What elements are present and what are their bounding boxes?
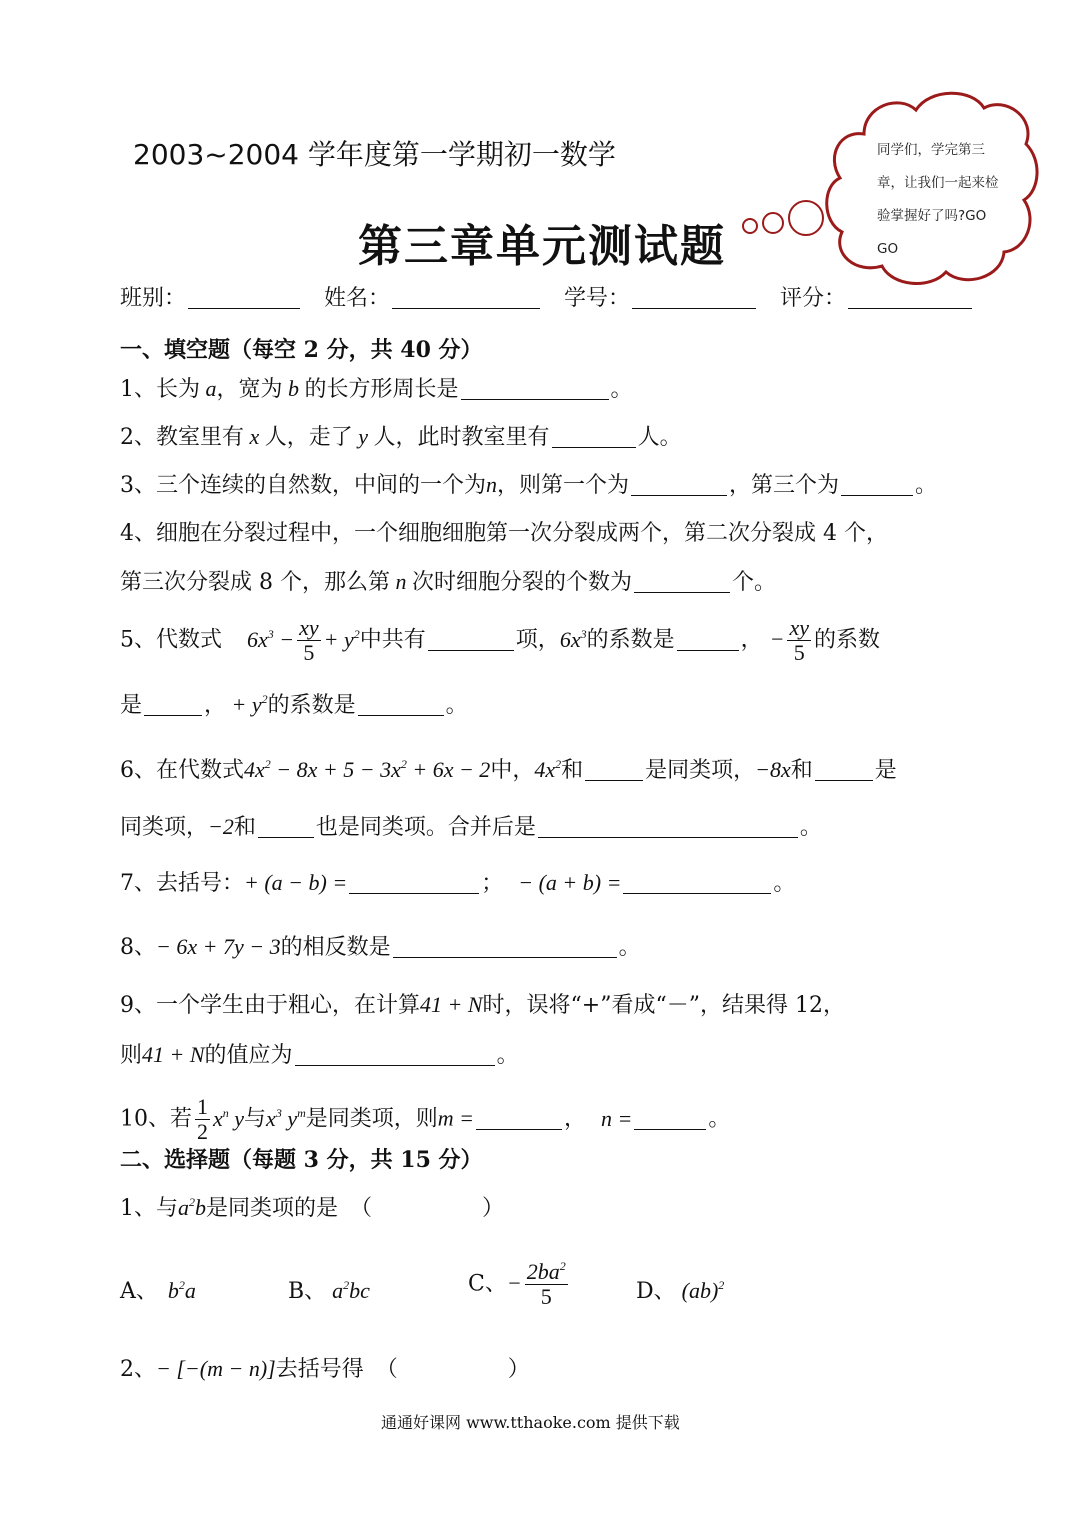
question-9-line-1: 9、一个学生由于粗心，在计算41 + N时，误将“+”看成“－”，结果得 12，	[120, 992, 845, 1018]
q6-blank-4[interactable]	[538, 815, 798, 838]
section-2-title: 二、选择题（每题 3 分，共 15 分）	[120, 1147, 483, 1173]
choice-1-option-b[interactable]: B、 $a^2bc$	[288, 1278, 370, 1304]
score-blank[interactable]	[848, 286, 972, 309]
choice-question-1: 1、与$a^2b$是同类项的是 （ ）	[120, 1195, 505, 1221]
question-5-line-2: 是 ， + $y^2$的系数是 。	[120, 692, 468, 718]
q5-blank-4[interactable]	[358, 693, 444, 716]
question-4-line-1: 4、细胞在分裂过程中，一个细胞细胞第一次分裂成两个，第二次分裂成 4 个，	[120, 521, 888, 546]
answer-paren-2[interactable]: （ ）	[375, 1357, 530, 1382]
q2-blank[interactable]	[552, 425, 636, 448]
class-blank[interactable]	[188, 286, 300, 309]
question-10: 10、若 $\frac{1}{2}$ $x^n$ y与$x^3$ $y^m$是同类项，则m = ， n = 。	[120, 1094, 731, 1144]
question-9-line-2: 则41 + N的值应为 。	[120, 1042, 519, 1068]
question-5-line-1: 5、代数式 $6x^3$ − $\frac{xy}{5}$ + $y^2$中共有 项，$6x^3$的系数是 ， − $\frac{xy}{5}$ 的系数	[120, 615, 881, 665]
exam-title: 第三章单元测试题	[358, 221, 726, 272]
choice-1-option-c[interactable]: C、− $\frac{2ba^2}{5}$	[468, 1259, 566, 1309]
question-7: 7、去括号：+ (a − b) = ； − (a + b) = 。	[120, 870, 796, 896]
fraction-xy-over-5: $\frac{xy}{5}$	[299, 615, 319, 665]
question-6-line-1: 6、在代数式$4x^2 - 8x + 5 - 3x^2 + 6x - 2$中，$4x^2$和 是同类项，−8x和 是	[120, 757, 897, 783]
q6-blank-2[interactable]	[815, 758, 873, 781]
exam-subtitle: 2003~2004 学年度第一学期初一数学	[133, 138, 616, 171]
name-blank[interactable]	[392, 286, 540, 309]
choice-1-option-d[interactable]: D、 (ab)$^2$	[636, 1278, 725, 1304]
answer-paren-1[interactable]: （ ）	[350, 1196, 505, 1221]
q8-blank[interactable]	[393, 935, 617, 958]
q6-blank-1[interactable]	[585, 758, 643, 781]
section-1-title: 一、填空题（每空 2 分，共 40 分）	[120, 337, 483, 363]
q4-blank[interactable]	[634, 570, 730, 593]
question-8: 8、− 6x + 7y − 3的相反数是 。	[120, 934, 641, 960]
question-2: 2、教室里有 x 人，走了 y 人，此时教室里有 人。	[120, 424, 682, 450]
q10-blank-n[interactable]	[634, 1107, 706, 1130]
id-blank[interactable]	[632, 286, 756, 309]
q6-blank-3[interactable]	[258, 815, 314, 838]
student-info-row	[120, 284, 974, 314]
thought-bubbles	[738, 196, 832, 246]
class-label: 班别：	[120, 286, 187, 311]
q1-blank[interactable]	[461, 377, 609, 400]
q5-blank-2[interactable]	[677, 628, 739, 651]
q9-blank[interactable]	[295, 1043, 495, 1066]
q3-blank-1[interactable]	[631, 473, 727, 496]
score-label: 评分：	[780, 286, 847, 311]
q3-blank-2[interactable]	[841, 473, 913, 496]
id-label: 学号：	[564, 286, 631, 311]
fraction-xy-over-5-b: $\frac{xy}{5}$	[789, 615, 809, 665]
q7-blank-1[interactable]	[349, 871, 479, 894]
q5-blank-1[interactable]	[428, 628, 514, 651]
question-6-line-2: 同类项，−2和 也是同类项。合并后是 。	[120, 814, 822, 840]
q5-blank-3[interactable]	[144, 693, 202, 716]
cloud-message: 同学们，学完第三章，让我们一起来检验掌握好了吗?GO GO	[877, 142, 999, 257]
question-3: 3、三个连续的自然数，中间的一个为n，则第一个为 ，第三个为 。	[120, 472, 938, 498]
q7-blank-2[interactable]	[623, 871, 771, 894]
question-4-line-2: 第三次分裂成 8 个，那么第 n 次时细胞分裂的个数为 个。	[120, 569, 777, 595]
name-label: 姓名：	[324, 286, 391, 311]
fraction-2ba2-over-5: $\frac{2ba^2}{5}$	[526, 1259, 566, 1309]
choice-question-2: 2、− [−(m − n)]去括号得 （ ）	[120, 1356, 530, 1382]
fraction-one-half: $\frac{1}{2}$	[197, 1094, 208, 1144]
choice-1-option-a[interactable]: A、 $b^2a$	[120, 1278, 196, 1304]
q10-blank-m[interactable]	[476, 1107, 562, 1130]
question-1: 1、长为 a，宽为 b 的长方形周长是 。	[120, 376, 633, 402]
footer-credit: 通通好课网 www.tthaoke.com 提供下载	[381, 1413, 680, 1432]
